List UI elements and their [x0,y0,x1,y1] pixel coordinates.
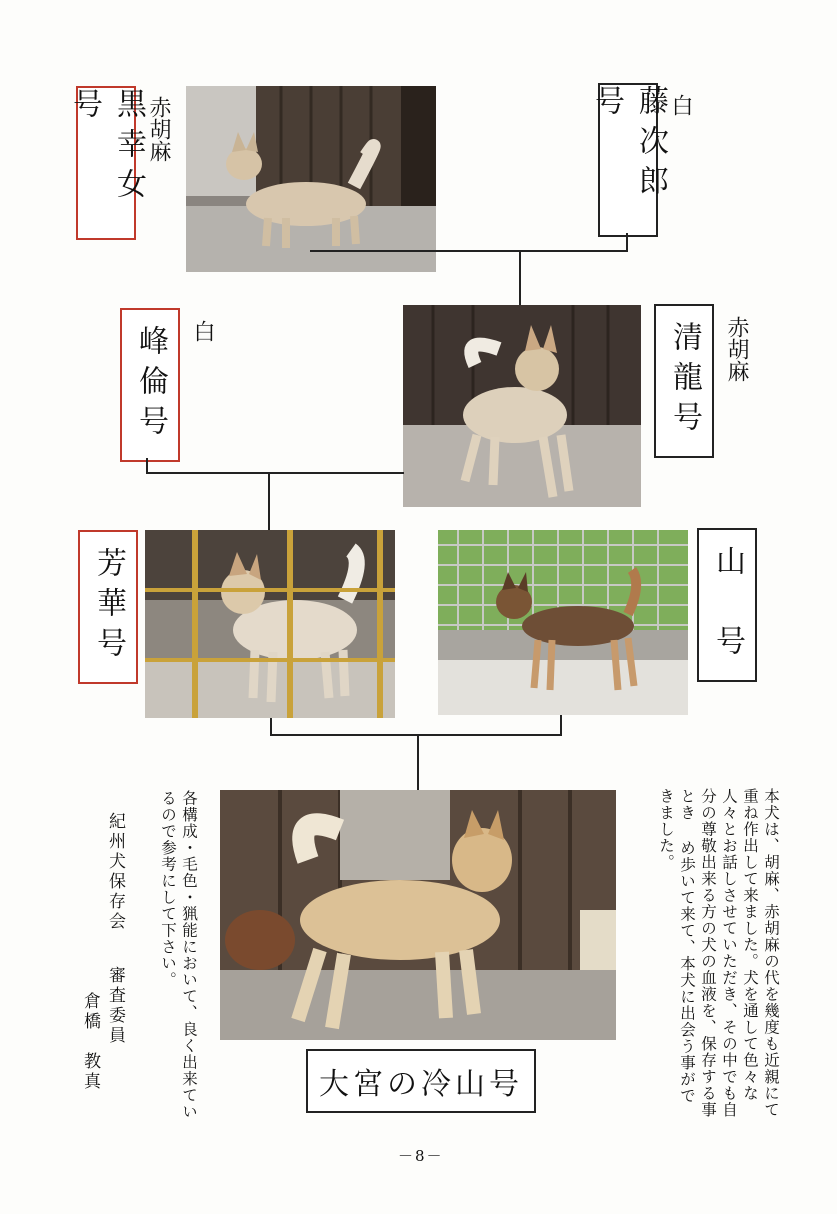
connector [417,734,419,790]
coat-color-seiryu: 赤胡麻 [724,316,749,382]
coat-color-kuroyukime: 赤胡麻 [146,96,171,162]
connector [519,250,521,306]
dog-name-tojiro: 藤次郎号 [598,83,658,237]
connector [270,734,562,736]
association-name: 紀州犬保存会 [105,812,125,932]
dog-name-kuroyukime: 黒幸女号 [76,86,136,240]
connector [146,472,404,474]
photo-omiya-no-reizan [220,790,616,1040]
description-text: 本犬は、胡麻、赤胡麻の代を幾度も近親にて重ね作出して来ました。犬を通して色々な人々とお話しさせていただき、その中でも自分の尊敬出来る方の犬の血液を、保存する事とき め歩いて来て、本犬に出会う事ができました。 [657,788,780,1118]
dog-name-seiryu: 清龍号 [654,304,714,458]
photo-seiryu [403,305,641,507]
connector [560,715,562,736]
connector [626,233,628,252]
page-number: －8－ [398,1147,444,1165]
coat-color-mine: 白 [190,320,215,342]
dog-title: 大宮の冷山号 [306,1049,536,1113]
photo-hoka [145,530,395,718]
dog-name-hoka: 芳華号 [78,530,138,684]
coat-color-tojiro: 白 [668,94,693,116]
photo-kuroyukime [186,86,436,272]
connector [310,250,628,252]
advice-text: 各構成・毛色・猟能において、良く出来ているので参考にして下さい。 [159,790,198,1120]
judge-name: 倉橋 教真 [80,992,100,1092]
photo-yama [438,530,688,715]
connector [268,472,270,530]
dog-name-mine: 峰倫号 [120,308,180,462]
judge-title: 審査委員 [105,966,125,1046]
dog-name-yama: 山 号 [697,528,757,682]
